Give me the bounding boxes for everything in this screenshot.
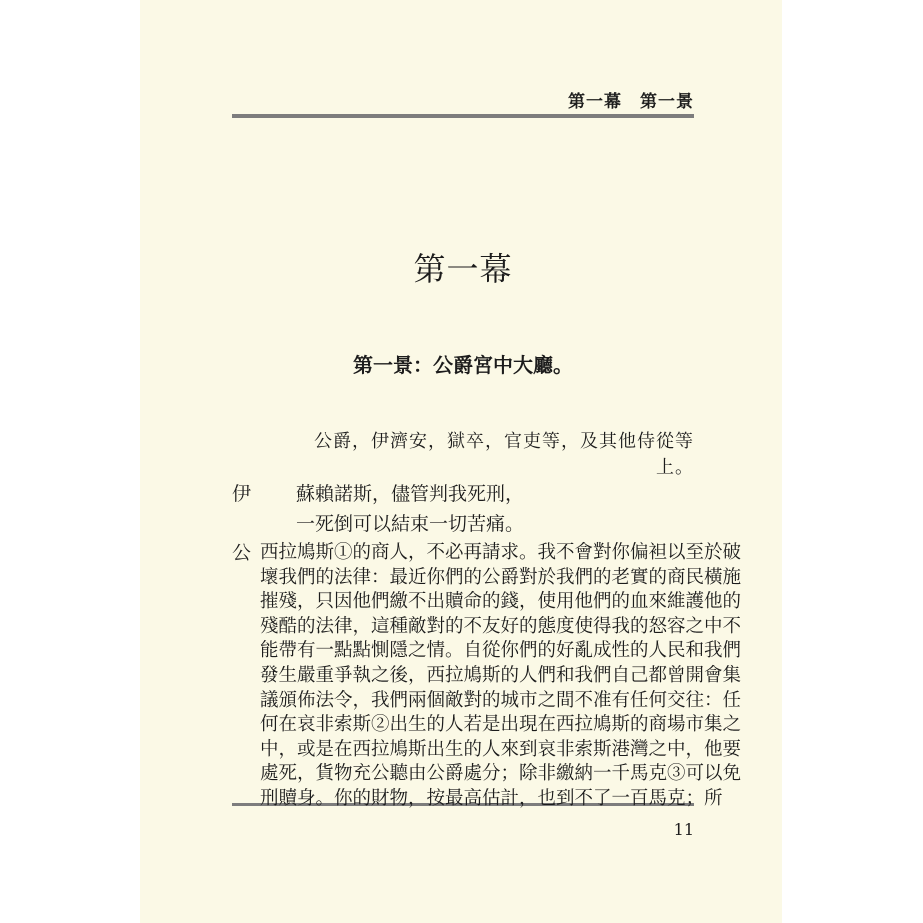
prose-line: 發生嚴重爭執之後，西拉鳩斯的人們和我們自己都曾開會集 [260,665,742,686]
speaker-label: 伊 [232,483,252,505]
act-title: 第一幕 [413,250,513,288]
speaker-label: 公 [232,542,252,564]
prose-line: 西拉鳩斯①的商人，不必再請求。我不會對你偏袒以至於破 [260,542,742,563]
prose-line: 處死，貨物充公聽由公爵處分；除非繳納一千馬克③可以免 [260,763,742,785]
scene-title: 第一景：公爵宮中大廳。 [353,353,573,377]
prose-line: 何在哀非索斯②出生的人若是出現在西拉鳩斯的商場市集之 [260,714,742,736]
page-number: 11 [673,820,694,839]
prose-line: 中，或是在西拉鳩斯出生的人來到哀非索斯港灣之中，他要 [260,738,742,760]
prose-line: 殘酷的法律，這種敵對的不友好的態度使得我的怒容之中不 [260,615,742,637]
running-header: 第一幕 第一景 [568,92,694,112]
header-rule [232,114,694,118]
prose-line: 摧殘，只因他們繳不出贖命的錢，使用他們的血來維護他的 [260,591,742,613]
prose-line: 議頒佈法令，我們兩個敵對的城市之間不准有任何交往：任 [260,689,742,711]
prose-line: 能帶有一點點惻隱之情。自從你們的好亂成性的人民和我們 [260,640,742,662]
verse-line: 一死倒可以結束一切苦痛。 [296,513,525,535]
verse-line: 蘇賴諾斯，儘管判我死刑， [296,483,525,505]
prose-line: 刑贖身。你的財物，按最高估計，也到不了一百馬克；所 [260,788,723,809]
stage-direction: 公爵，伊濟安，獄卒，官吏等，及其他侍從等上。 [314,431,694,478]
prose-line: 壞我們的法律：最近你們的公爵對於我們的老實的商民橫施 [260,566,742,588]
